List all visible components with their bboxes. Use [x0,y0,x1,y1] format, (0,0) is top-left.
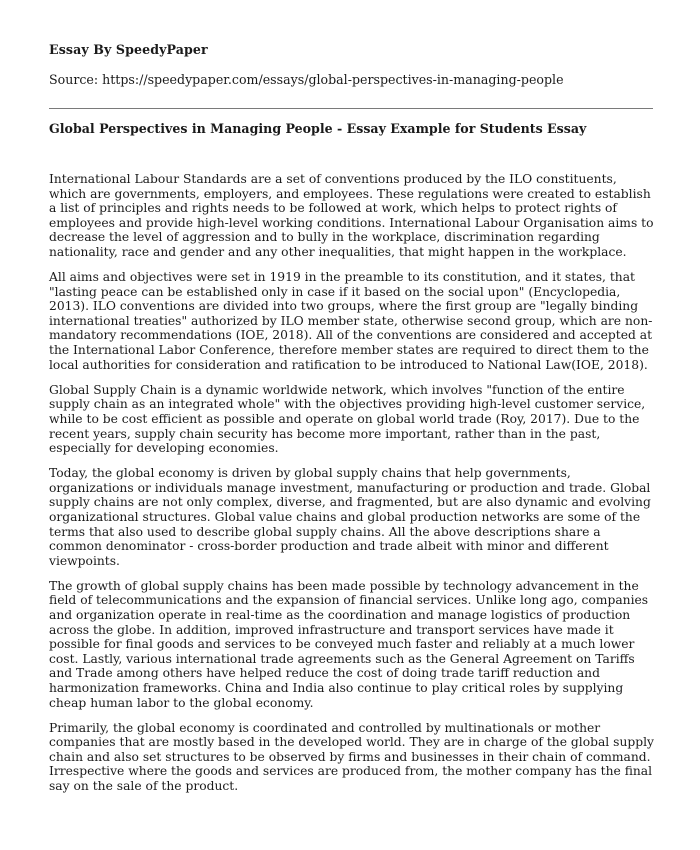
essay-title: Global Perspectives in Managing People - Essay Example for Students Essay [49,121,587,136]
header-divider [49,108,653,109]
paragraph: Primarily, the global economy is coordinated and controlled by multinationals or mother companies that are mostly based in the developed world. They are in charge of the global supply chain and also set structures to be observed by firms and businesses in their chain of command. Irrespective where the goods and services are produced from, the mother company has the final say on the sale of the product. [49,720,654,794]
essay-body [49,172,655,804]
source-line: Source: https://speedypaper.com/essays/global-perspectives-in-managing-people [49,72,564,87]
paragraph: The growth of global supply chains has been made possible by technology advancement in the field of telecommunications and the expansion of financial services. Unlike long ago, companies and organization operate in real-time as the coordination and manage logistics of production across the globe. In addition, improved infrastructure and transport services have made it possible for final goods and services to be conveyed much faster and reliably at a much lower cost. Lastly, various international trade agreements such as the General Agreement on Tariffs and Trade among others have helped reduce the cost of doing trade tariff reduction and harmonization frameworks. China and India also continue to play critical roles by supplying cheap human labor to the global economy. [49,578,649,710]
document-brand: Essay By SpeedyPaper [49,42,208,57]
paragraph: International Labour Standards are a set of conventions produced by the ILO constituents, which are governments, employers, and employees. These regulations were created to establish a list of principles and rights needs to be followed at work, which helps to protect rights of employees and provide high-level working conditions. International Labour Organisation aims to decrease the level of aggression and to bully in the workplace, discrimination regarding nationality, race and gender and any other inequalities, that might happen in the workplace. [49,172,654,259]
paragraph: Global Supply Chain is a dynamic worldwide network, which involves "function of the entire supply chain as an integrated whole" with the objectives providing high-level customer service, while to be cost efficient as possible and operate on global world trade (Roy, 2017). Due to the recent years, supply chain security has become more important, rather than in the past, especially for developing economies. [49,382,646,456]
paragraph: All aims and objectives were set in 1919 in the preamble to its constitution, and it states, that "lasting peace can be established only in case if it based on the social upon" (Encyclopedia, 2013). ILO conventions are divided into two groups, where the first group are "legally binding international treaties" authorized by ILO member state, otherwise second group, which are non-mandatory recommendations (IOE, 2018). All of the conventions are considered and accepted at the International Labor Conference, therefore member states are required to direct them to the local authorities for consideration and ratification to be introduced to National Law(IOE, 2018). [49,270,653,372]
paragraph: Today, the global economy is driven by global supply chains that help governments, organizations or individuals manage investment, manufacturing or production and trade. Global supply chains are not only complex, diverse, and fragmented, but are also dynamic and evolving organizational structures. Global value chains and global production networks are some of the terms that also used to describe global supply chains. All the above descriptions share a common denominator - cross-border production and trade albeit with minor and different viewpoints. [49,466,651,568]
